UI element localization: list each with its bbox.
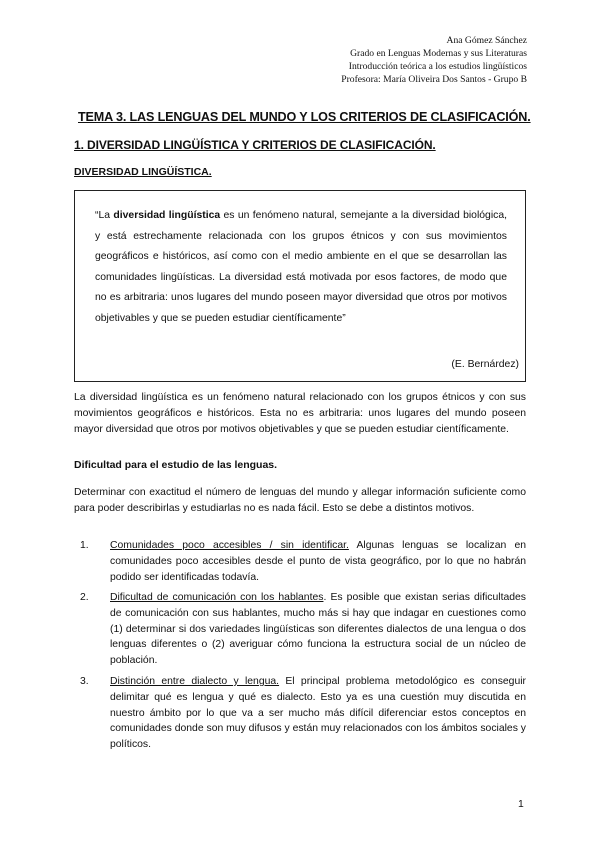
header-teacher: Profesora: María Oliveira Dos Santos - Grupo B <box>341 74 527 86</box>
list-item-number: 2. <box>80 592 89 603</box>
quote-rest: es un fenómeno natural, semejante a la diversidad biológica, y está estrechamente relacionada con los grupos étnicos y con sus movimientos geográficos e históricos, así como con el medio ambiente en el que se desarrollan las comunidades lingüísticas. La diversidad está motivada por esos factores, de modo que no es arbitraria: unos lugares del mundo poseen mayor diversidad que otros por motivos objetivables y que se pueden estudiar científicamente” <box>95 210 507 324</box>
list-item-body <box>110 590 526 669</box>
list-item-label: Distinción entre dialecto y lengua. <box>110 676 280 687</box>
list-item-label: Dificultad de comunicación con los hablantes <box>110 592 324 603</box>
quote-open: “La <box>95 210 114 221</box>
header-author: Ana Gómez Sánchez <box>446 35 527 46</box>
list-item-body <box>110 674 526 753</box>
document-header <box>341 34 527 86</box>
list-item-text: Algunas lenguas se localizan en comunidades poco accesibles desde el punto de vista geográfico, por lo que no habrán podido ser identificadas todavía. <box>110 540 526 583</box>
list-item-body <box>110 538 526 585</box>
list-item-text: . Es posible que existan serias dificultades de comunicación con sus hablantes, mucho más si hay que indagar en cuestiones como (1) determinar si dos variedades lingüísticas son diferentes dialectos de una lengua o dos lenguas diferentes o (2) averiguar cómo funciona la estructura social de un núcleo de población. <box>110 592 526 667</box>
paragraph-intro: La diversidad lingüística es un fenómeno natural relacionado con los grupos étnicos y con sus movimientos geográficos e históricos. Esta no es arbitraria: unos lugares del mundo poseen mayor diversidad que otros por motivos objetivables y que se pueden estudiar científicamente. <box>74 392 526 435</box>
header-course: Introducción teórica a los estudios lingüísticos <box>348 61 527 73</box>
list-item-number: 1. <box>80 540 89 551</box>
page-number: 1 <box>518 799 524 810</box>
quote-box <box>74 190 526 382</box>
section-subtitle: 1. DIVERSIDAD LINGÜÍSTICA Y CRITERIOS DE CLASIFICACIÓN. <box>74 138 436 152</box>
list-item-label: Comunidades poco accesibles / sin identificar. <box>110 540 349 551</box>
difficulty-heading: Dificultad para el estudio de las lenguas. <box>74 459 278 471</box>
quote-term: diversidad lingüística <box>113 210 221 221</box>
quote-text <box>95 206 507 330</box>
list-item-text: El principal problema metodológico es conseguir delimitar qué es lengua y qué es dialecto. Esto ya es una cuestión muy discutida en nuestro ámbito por lo que va a ser mucho más difícil diferenciar estos conceptos en comunidades donde son muy difusos y están muy relacionados con los ámbitos sociales y políticos. <box>110 676 526 751</box>
paragraph-difficulty: Determinar con exactitud el número de lenguas del mundo y allegar información suficiente como para poder describirlas y estudiarlas no es nada fácil. Esto se debe a distintos motivos. <box>74 487 526 514</box>
section-heading: DIVERSIDAD LINGÜÍSTICA. <box>74 166 212 178</box>
list-item-number: 3. <box>80 676 89 687</box>
quote-author: (E. Bernárdez) <box>451 359 519 370</box>
header-degree: Grado en Lenguas Modernas y sus Literaturas <box>350 48 527 60</box>
document-title: TEMA 3. LAS LENGUAS DEL MUNDO Y LOS CRITERIOS DE CLASIFICACIÓN. <box>78 110 531 124</box>
